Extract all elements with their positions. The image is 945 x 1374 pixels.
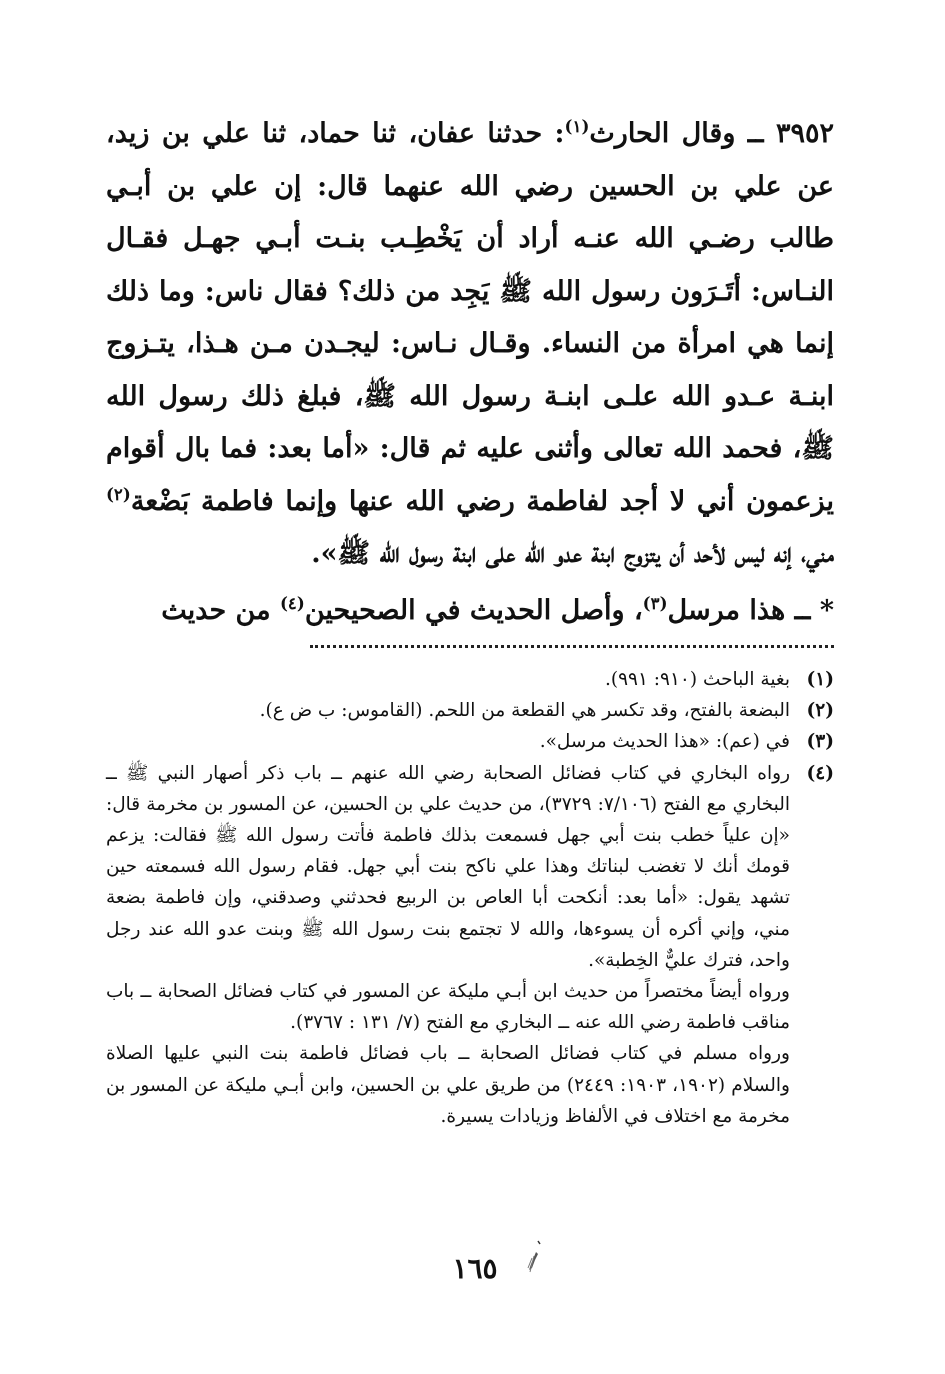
footnote-text: البضعة بالفتح، وقد تكسر هي القطعة من اللحم. (القاموس: ب ض ع). [259,700,790,722]
footnote-ref-1[interactable]: (١) [564,116,590,136]
note-text-3: من حديث [161,594,280,626]
footnote-ref-4[interactable]: (٤) [279,592,305,613]
footnote-2 [106,695,834,726]
footnote-4-continuation: ورواه أيضاً مختصراً من حديث ابن أبـي مليكة عن المسور في كتاب فضائل الصحابة ــ باب مناقب فاطمة رضي الله عنه ــ البخاري مع الفتح (٧/ ١٣١ : ٣٧٦٧). [106,981,790,1034]
hadith-intro: ــ وقال الحارث [589,118,764,149]
main-text [106,108,834,637]
footnote-3 [106,726,834,757]
note-star: * [819,594,834,626]
footnote-text: في (عم): «هذا الحديث مرسل». [539,731,790,753]
footnote-4 [106,758,834,976]
page-number: ١٦٥ [452,1252,498,1285]
editor-note [106,585,834,638]
footnote-text: رواه البخاري في كتاب فضائل الصحابة رضي الله عنهم ــ باب ذكر أصهار النبي ﷺ ــ البخاري مع الفتح (٧/١٠٦: ٣٧٢٩)، من حديث علي بن الحسين، عن المسور بن مخرمة قال: «إن علياً خطب بنت أبي جهل فسمعت بذلك فاطمة فأتت رسول الله ﷺ فقالت: يزعم قومك أنك لا تغضب لبناتك وهذا علي ناكح بنت أبي جهل. فقام رسول الله فسمعته حين تشهد يقول: «أما بعد: أنكحت أبا العاص بن الربيع فحدثني وصدقني، وإن فاطمة بضعة مني، وإني أكره أن يسوءها، والله لا تجتمع بنت رسول الله ﷺ وبنت عدو الله عند رجل واحد، فترك عليٌّ الخِطبة». [106,762,790,971]
hadith-body: : حدثنا عفان، ثنا حماد، ثنا علي بن زيد، عن علي بن الحسين رضي الله عنهما قال: إن علي بن أبـي طالب رضـي الله عنـه أراد أن يَخْطِـب بنـت أبـي جهـل فقـال النـاس: أتَـرَون رسول الله ﷺ يَجِد من ذلك؟ فقال ناس: وما ذلك إنما هي امرأة من النساء. وقـال نـاس: ليجـدن مـن هـذا، يتـزوج ابنـة عـدو الله علـى ابنـة رسول الله ﷺ، فبلغ ذلك رسول الله ﷺ، فحمد الله تعالى وأثنى عليه ثم قال: «أما بعد: فما بال أقوام يزعمون أني لا أجد لفاطمة رضي الله عنها وإنما فاطمة بَضْعة [106,118,834,517]
footnote-number: (٤) [806,762,834,784]
note-text-2: ، وأصل الحديث في الصحيحين [304,594,643,626]
footnote-number: (١) [806,669,834,690]
hadith-paragraph [106,108,834,581]
footnote-text: بغية الباحث (٩١٠: ٩٩١). [604,669,790,690]
note-text-1: ــ هذا مرسل [667,594,820,626]
footnote-ref-3[interactable]: (٣) [642,592,668,613]
footnote-separator [310,645,834,648]
footnote-number: (٣) [806,731,834,753]
hadith-body-end: مني، إنه ليس لأحد أن يتزوج ابنة عدو الله على ابنة رسول الله ﷺ». [311,538,834,569]
footnotes [106,664,834,1132]
footnote-ref-2[interactable]: (٢) [106,483,131,504]
footnote-4-continuation: ورواه مسلم في كتاب فضائل الصحابة ــ باب فضائل فاطمة بنت النبي عليها الصلاة والسلام (١٩٠٢، ١٩٠٣: ٢٤٤٩) من طريق علي بن الحسين، وابن أبـي مليكة عن المسور بن مخرمة مع اختلاف في الألفاظ وزيادات يسيرة. [106,1043,790,1127]
footnote-1 [106,664,834,695]
hadith-number: ٣٩٥٢ [776,118,835,149]
footnote-number: (٢) [806,700,834,722]
